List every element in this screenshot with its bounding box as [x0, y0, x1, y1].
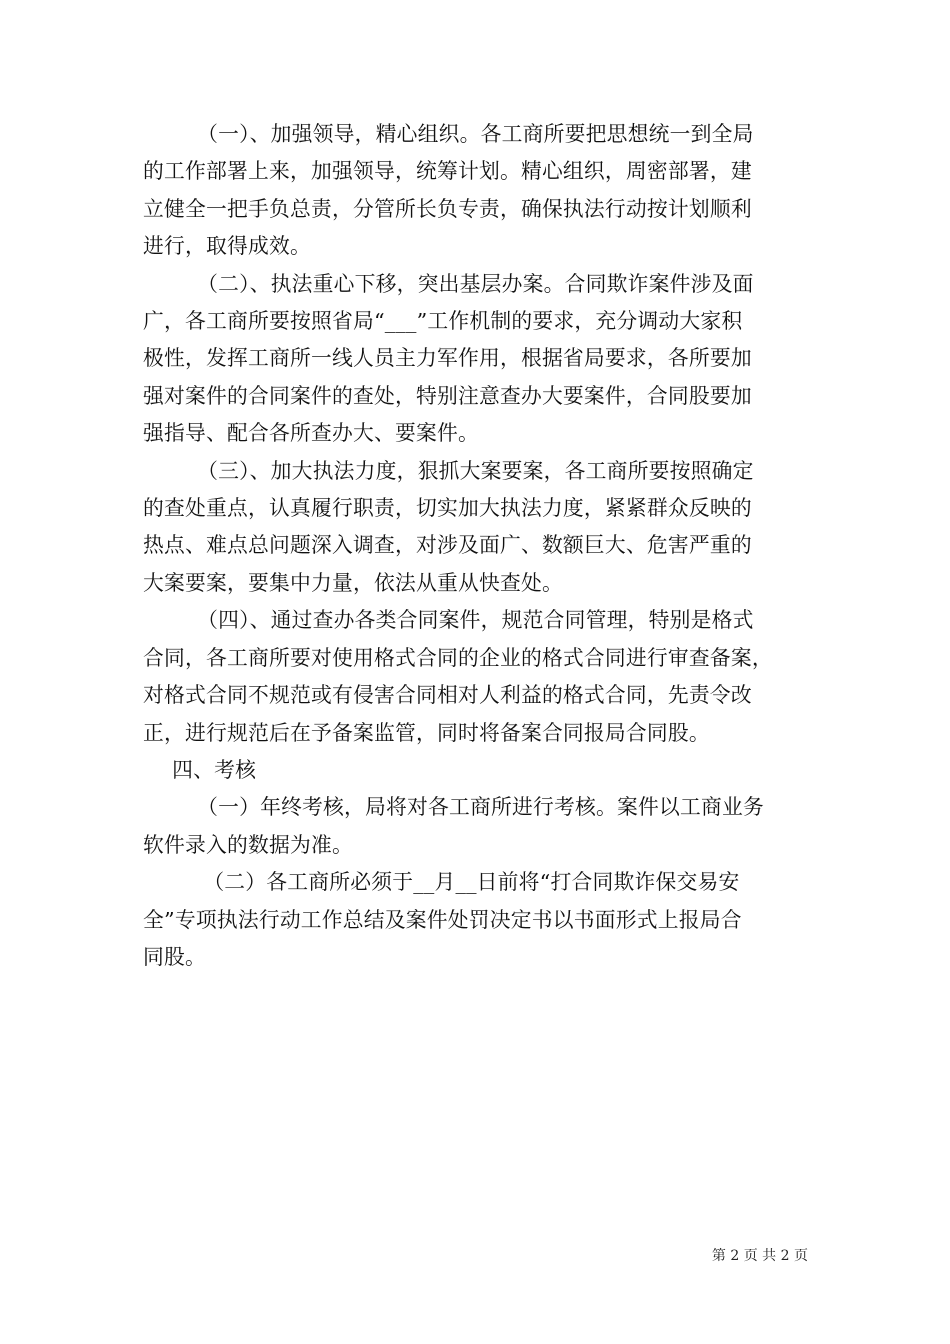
text-line: 软件录入的数据为准。	[143, 832, 353, 857]
text-line: 的查处重点，认真履行职责，切实加大执法力度，紧紧群众反映的	[143, 496, 752, 521]
text-line: 正，进行规范后在予备案监管，同时将备案合同报局合同股。	[143, 720, 710, 745]
text-line: 同股。	[143, 944, 206, 969]
paragraph-strengthen-leadership	[143, 116, 810, 266]
text-line: （二）、执法重心下移，突出基层办案。合同欺诈案件涉及面	[197, 271, 754, 296]
text-line: （四）、通过查办各类合同案件，规范合同管理，特别是格式	[197, 608, 754, 633]
page-number: 第 2 页 共 2 页	[711, 1248, 808, 1264]
text-line: （一）、加强领导，精心组织。各工商所要把思想统一到全局	[197, 122, 754, 146]
paragraph-enforcement-intensity	[143, 453, 810, 603]
text-line: 强指导、配合各所查办大、要案件。	[143, 421, 479, 446]
section-heading-assessment	[143, 752, 810, 789]
paragraph-contract-management	[143, 602, 810, 752]
text-line: 立健全一把手负总责，分管所长负专责，确保执法行动按计划顺利	[143, 196, 752, 221]
text-line: 广，各工商所要按照省局“___”工作机制的要求，充分调动大家积	[143, 309, 743, 334]
text-line: （三）、加大执法力度，狠抓大案要案，各工商所要按照确定	[197, 458, 754, 483]
text-line: 极性，发挥工商所一线人员主力军作用，根据省局要求，各所要加	[143, 346, 752, 371]
text-line: 进行，取得成效。	[143, 234, 311, 259]
text-line: 的工作部署上来，加强领导，统筹计划。精心组织，周密部署，建	[143, 159, 752, 184]
paragraph-report-deadline	[143, 864, 810, 976]
paragraph-annual-assessment	[143, 789, 810, 864]
text-line: （二）各工商所必须于__月__日前将“打合同欺诈保交易安	[203, 870, 740, 895]
text-line: 大案要案，要集中力量，依法从重从快查处。	[143, 570, 563, 595]
text-line: （一）年终考核，局将对各工商所进行考核。案件以工商业务	[197, 795, 764, 820]
document-body	[143, 116, 810, 976]
text-line: 合同，各工商所要对使用格式合同的企业的格式合同进行审查备案，	[143, 645, 773, 670]
paragraph-grassroots-enforcement	[143, 266, 810, 453]
text-line: 全”专项执法行动工作总结及案件处罚决定书以书面形式上报局合	[143, 907, 742, 932]
text-line: 强对案件的合同案件的查处，特别注意查办大要案件，合同股要加	[143, 383, 752, 408]
text-line: 对格式合同不规范或有侵害合同相对人利益的格式合同，先责令改	[143, 683, 752, 708]
section-heading-text: 四、考核	[172, 757, 257, 782]
text-line: 热点、难点总问题深入调查，对涉及面广、数额巨大、危害严重的	[143, 533, 752, 558]
